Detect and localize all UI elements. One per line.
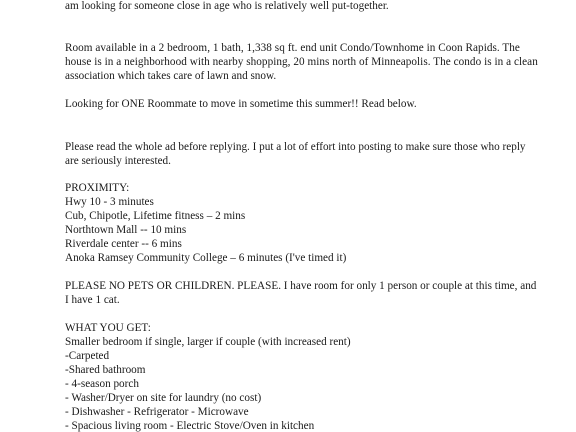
what-you-get-item: Smaller bedroom if single, larger if couple (with increased rent) (65, 336, 351, 348)
room-paragraph-line-2: house is in a neighborhood with nearby shopping, 20 mins north of Minneapolis. The condo is in a clean (65, 56, 538, 68)
what-you-get-item: - Washer/Dryer on site for laundry (no cost) (65, 392, 262, 404)
what-you-get-item: -Shared bathroom (65, 364, 146, 376)
proximity-item: Cub, Chipotle, Lifetime fitness – 2 mins (65, 210, 246, 222)
what-you-get-item: - Dishwasher - Refrigerator - Microwave (65, 406, 249, 418)
what-you-get-heading: WHAT YOU GET: (65, 322, 151, 334)
pets-paragraph-line-1: PLEASE NO PETS OR CHILDREN. PLEASE. I have room for only 1 person or couple at this time, and (65, 280, 537, 292)
proximity-item: Riverdale center -- 6 mins (65, 238, 182, 250)
what-you-get-item: - 4-season porch (65, 378, 139, 390)
proximity-item: Anoka Ramsey Community College – 6 minutes (I've timed it) (65, 252, 347, 264)
read-paragraph-line-2: are seriously interested. (65, 155, 171, 167)
roommate-line: Looking for ONE Roommate to move in sometime this summer!! Read below. (65, 98, 417, 110)
read-paragraph-line-1: Please read the whole ad before replying. I put a lot of effort into posting to make sure those who reply (65, 141, 526, 153)
room-paragraph-line-1: Room available in a 2 bedroom, 1 bath, 1,338 sq ft. end unit Condo/Townhome in Coon Rapids. The (65, 42, 520, 54)
pets-paragraph-line-2: I have 1 cat. (65, 294, 120, 306)
room-paragraph-line-3: association which takes care of lawn and snow. (65, 70, 277, 82)
what-you-get-item: -Carpeted (65, 350, 110, 362)
intro-tail-text: am looking for someone close in age who is relatively well put-together. (65, 0, 389, 12)
proximity-item: Hwy 10 - 3 minutes (65, 196, 154, 208)
what-you-get-item: - Spacious living room - Electric Stove/Oven in kitchen (65, 420, 315, 432)
proximity-heading: PROXIMITY: (65, 182, 130, 194)
proximity-item: Northtown Mall -- 10 mins (65, 224, 187, 236)
